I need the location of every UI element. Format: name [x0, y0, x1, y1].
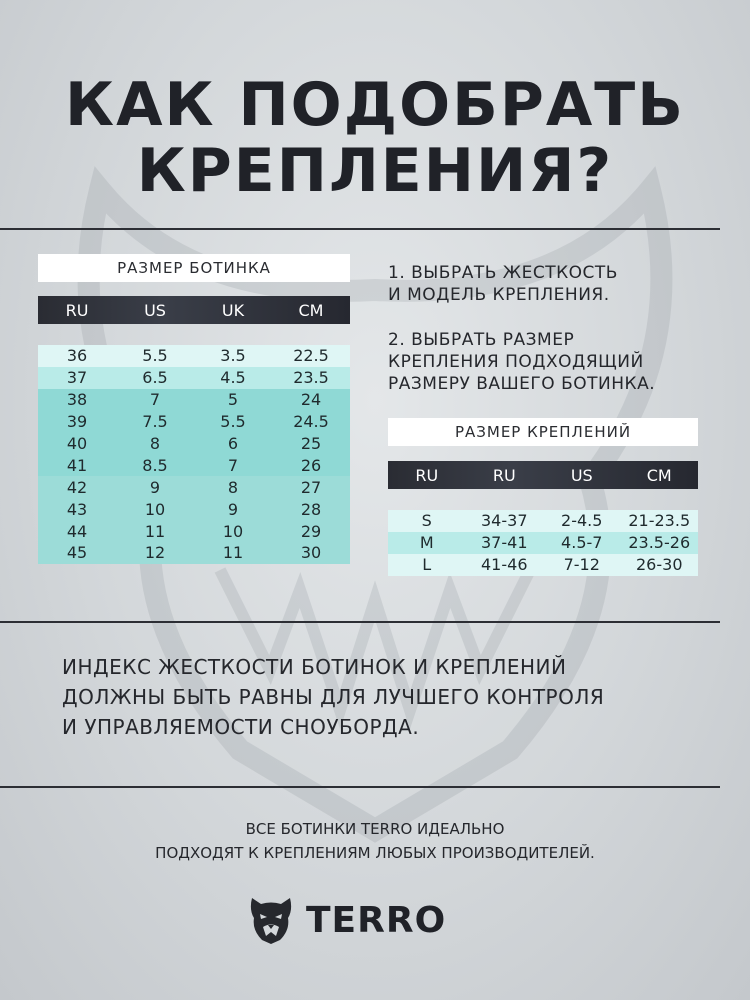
divider-bottom	[0, 786, 720, 788]
cell-cm: 25	[300, 434, 322, 453]
cell-ru: 37	[66, 368, 88, 388]
cell-uk: 5.5	[220, 412, 246, 432]
stiffness-note-line-2: ДОЛЖНЫ БЫТЬ РАВНЫ ДЛЯ ЛУЧШЕГО КОНТРОЛЯ	[62, 685, 605, 709]
compatibility-note-line-2: ПОДХОДЯТ К КРЕПЛЕНИЯМ ЛЮБЫХ ПРОИЗВОДИТЕЛЕЙ.	[155, 844, 595, 862]
cell-cm: 24	[300, 390, 322, 410]
binding-table-caption: РАЗМЕР КРЕПЛЕНИЙ	[388, 418, 698, 446]
cell-cm: 28	[300, 499, 322, 519]
cell-us: 12	[144, 543, 166, 563]
cell-us: 11	[144, 521, 166, 541]
cell-cm: 23.5-26	[628, 533, 691, 553]
binding-header-us: US	[570, 465, 593, 485]
table-row	[38, 389, 350, 411]
cell-us: 10	[144, 499, 166, 519]
cell-cm: 22.5	[293, 346, 329, 366]
cell-uk: 11	[222, 543, 244, 563]
cell-us: 9	[149, 477, 161, 497]
cell-ru: 45	[66, 543, 88, 563]
cell-ru: 41-46	[481, 555, 528, 575]
cell-us: 8.5	[142, 455, 168, 475]
table-row	[38, 476, 350, 498]
title-line-1: КАК ПОДОБРАТЬ	[65, 70, 685, 140]
cell-cm: 29	[300, 521, 322, 541]
boot-table-caption: РАЗМЕР БОТИНКА	[38, 254, 350, 282]
instruction-step-2	[388, 329, 655, 395]
cell-size: L	[422, 555, 432, 575]
divider-top	[0, 228, 720, 230]
divider-middle	[0, 621, 720, 623]
table-row	[388, 532, 698, 554]
binding-header-ru: RU	[492, 465, 516, 485]
boot-header-cm: CM	[298, 300, 324, 320]
cell-size: M	[419, 533, 434, 553]
stiffness-note-line-1: ИНДЕКС ЖЕСТКОСТИ БОТИНОК И КРЕПЛЕНИЙ	[62, 655, 567, 679]
cell-cm: 26-30	[636, 555, 683, 575]
instruction-step-2-line-1: 2. ВЫБРАТЬ РАЗМЕР	[388, 330, 575, 350]
boot-table-body	[38, 345, 350, 564]
instruction-step-2-line-2: КРЕПЛЕНИЯ ПОДХОДЯЩИЙ	[388, 352, 644, 372]
cell-cm: 30	[300, 543, 322, 563]
cell-uk: 3.5	[220, 346, 246, 366]
cell-ru: 34-37	[481, 511, 528, 531]
table-row	[388, 510, 698, 532]
boot-table-header	[38, 296, 350, 324]
cell-cm: 21-23.5	[628, 511, 691, 531]
cell-cm: 26	[300, 455, 322, 475]
cell-us: 2-4.5	[561, 511, 603, 531]
table-row	[38, 454, 350, 476]
cell-uk: 10	[222, 521, 244, 541]
cell-us: 4.5-7	[561, 533, 603, 553]
cell-us: 7-12	[563, 555, 600, 575]
boot-header-us: US	[144, 300, 166, 320]
cell-uk: 5	[227, 390, 239, 410]
cell-ru: 41	[66, 455, 88, 475]
boot-header-uk: UK	[221, 300, 245, 320]
instruction-step-1-line-2: И МОДЕЛЬ КРЕПЛЕНИЯ.	[388, 285, 610, 305]
cell-uk: 7	[227, 455, 239, 475]
cell-us: 6.5	[142, 368, 168, 388]
binding-table-body	[388, 510, 698, 576]
cell-us: 7	[149, 390, 161, 410]
cell-size: S	[421, 511, 432, 531]
cell-cm: 27	[300, 477, 322, 497]
table-row	[38, 542, 350, 564]
bear-head-icon	[246, 894, 296, 946]
cell-us: 8	[149, 434, 161, 453]
instruction-step-1-line-1: 1. ВЫБРАТЬ ЖЕСТКОСТЬ	[388, 263, 618, 283]
instruction-step-1	[388, 262, 618, 306]
binding-header-size: RU	[415, 465, 439, 485]
cell-ru: 37-41	[481, 533, 528, 553]
brand-logo	[246, 894, 446, 946]
binding-header-cm: CM	[646, 465, 672, 485]
cell-uk: 8	[227, 477, 239, 497]
cell-cm: 24.5	[293, 412, 329, 432]
table-row	[38, 411, 350, 433]
table-row	[38, 498, 350, 520]
cell-ru: 38	[66, 390, 88, 410]
title-line-2: КРЕПЛЕНИЯ?	[136, 136, 614, 206]
cell-us: 7.5	[142, 412, 168, 432]
cell-cm: 23.5	[293, 368, 329, 388]
cell-ru: 39	[66, 412, 88, 432]
brand-name: TERRO	[306, 899, 447, 941]
cell-ru: 40	[66, 434, 88, 453]
table-row	[388, 554, 698, 576]
stiffness-note	[62, 652, 604, 742]
compatibility-note-line-1: ВСЕ БОТИНКИ TERRO ИДЕАЛЬНО	[245, 820, 505, 838]
cell-ru: 43	[66, 499, 88, 519]
cell-ru: 44	[66, 521, 88, 541]
cell-ru: 42	[66, 477, 88, 497]
table-row	[38, 433, 350, 455]
table-row	[38, 520, 350, 542]
binding-table-header	[388, 461, 698, 489]
cell-uk: 4.5	[220, 368, 246, 388]
boot-header-ru: RU	[65, 300, 89, 320]
table-row	[38, 367, 350, 389]
stiffness-note-line-3: И УПРАВЛЯЕМОСТИ СНОУБОРДА.	[62, 715, 420, 739]
cell-ru: 36	[66, 346, 88, 366]
instruction-step-2-line-3: РАЗМЕРУ ВАШЕГО БОТИНКА.	[388, 374, 656, 394]
table-row	[38, 345, 350, 367]
compatibility-note	[0, 817, 750, 865]
cell-uk: 9	[227, 499, 239, 519]
cell-uk: 6	[227, 434, 239, 453]
page-title	[0, 72, 750, 204]
cell-us: 5.5	[142, 346, 168, 366]
